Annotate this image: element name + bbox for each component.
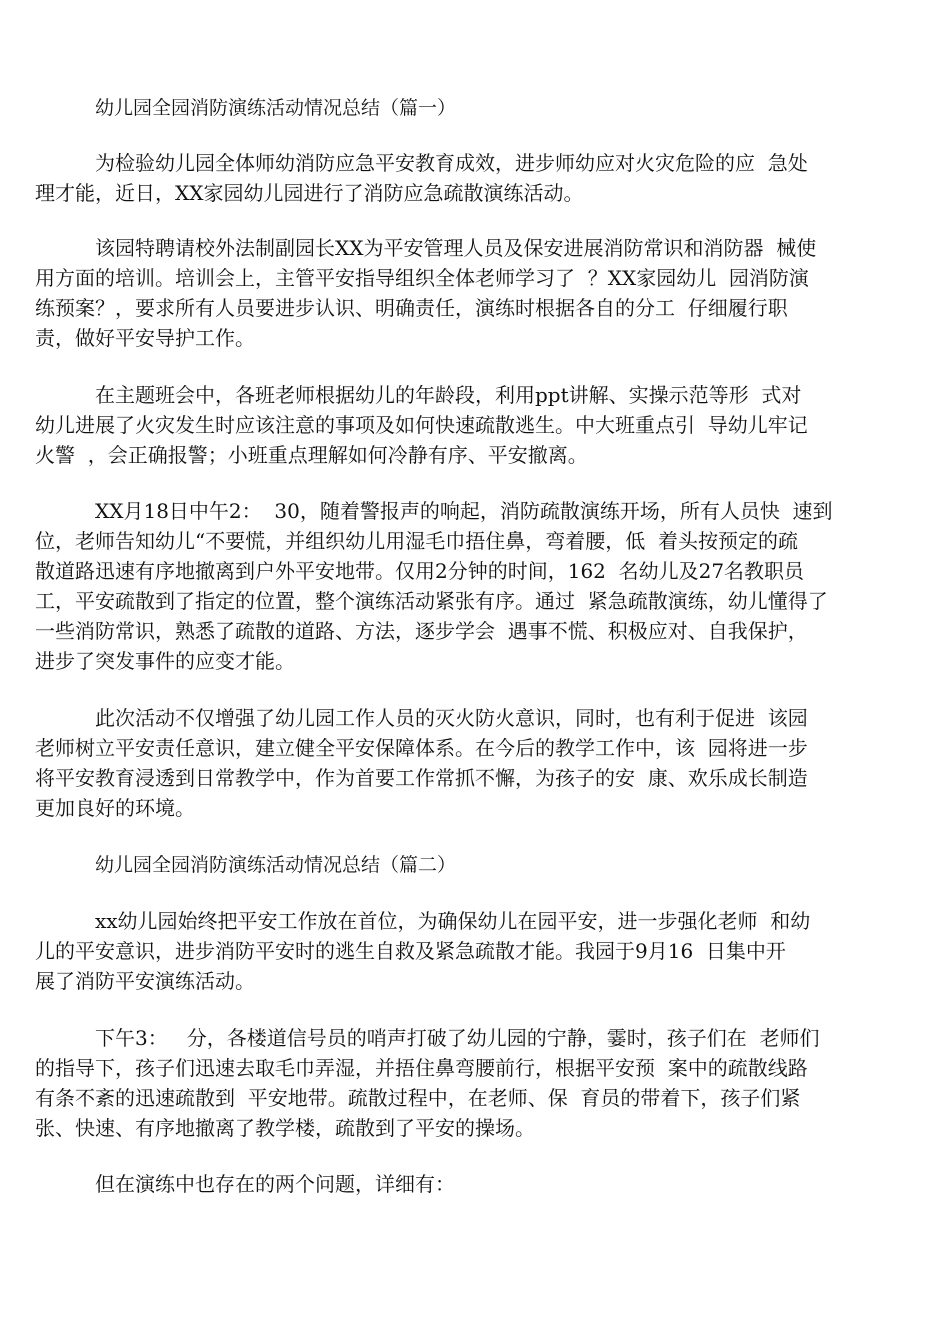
paragraph-8-line-1: 但在演练中也存在的两个问题，详细有： [95, 1172, 455, 1196]
paragraph-4-line-6: 进步了突发事件的应变才能。 [35, 649, 295, 673]
paragraph-5-line-4: 更加良好的环境。 [35, 796, 195, 820]
paragraph-7-line-1: 下午3： 分，各楼道信号员的哨声打破了幼儿园的宁静，霎时，孩子们在 老师们 [95, 1026, 820, 1050]
paragraph-5-line-1: 此次活动不仅增强了幼儿园工作人员的灭火防火意识，同时，也有利于促进 该园 [95, 706, 808, 730]
section-heading-2: 幼儿园全园消防演练活动情况总结（篇二） [95, 854, 457, 876]
paragraph-3-line-2: 幼儿进展了火灾发生时应该注意的事项及如何快速疏散逃生。中大班重点引 导幼儿牢记 [35, 413, 808, 437]
section-heading-1: 幼儿园全园消防演练活动情况总结（篇一） [95, 97, 457, 119]
paragraph-7-line-3: 有条不紊的迅速疏散到 平安地带。疏散过程中，在老师、保 育员的带着下，孩子们紧 [35, 1086, 801, 1110]
paragraph-2-line-3: 练预案？，要求所有人员要进步认识、明确责任，演练时根据各自的分工 仔细履行职 [35, 296, 788, 320]
paragraph-6-line-1: xx幼儿园始终把平安工作放在首位，为确保幼儿在园平安，进一步强化老师 和幼 [95, 909, 811, 933]
paragraph-7-line-4: 张、快速、有序地撤离了教学楼，疏散到了平安的操场。 [35, 1116, 535, 1140]
paragraph-2-line-4: 责，做好平安导护工作。 [35, 326, 255, 350]
paragraph-2-line-1: 该园特聘请校外法制副园长XX为平安管理人员及保安进展消防常识和消防器 械使 [95, 236, 817, 260]
paragraph-4-line-4: 工，平安疏散到了指定的位置，整个演练活动紧张有序。通过 紧急疏散演练，幼儿懂得了 [35, 589, 828, 613]
paragraph-4-line-3: 散道路迅速有序地撤离到户外平安地带。仅用2分钟的时间，162 名幼儿及27名教职员 [35, 559, 805, 583]
paragraph-6-line-2: 儿的平安意识，进步消防平安时的逃生自救及紧急疏散才能。我园于9月16 日集中开 [35, 939, 786, 963]
paragraph-1-line-2: 理才能，近日，XX家园幼儿园进行了消防应急疏散演练活动。 [35, 181, 584, 205]
paragraph-5-line-2: 老师树立平安责任意识，建立健全平安保障体系。在今后的教学工作中，该 园将进一步 [35, 736, 808, 760]
paragraph-4-line-5: 一些消防常识，熟悉了疏散的道路、方法，逐步学会 遇事不慌、积极应对、自我保护， [35, 619, 808, 643]
paragraph-3-line-1: 在主题班会中，各班老师根据幼儿的年龄段，利用ppt讲解、实操示范等形 式对 [95, 383, 802, 407]
paragraph-2-line-2: 用方面的培训。培训会上，主管平安指导组织全体老师学习了 ？XX家园幼儿 园消防演 [35, 266, 809, 290]
paragraph-6-line-3: 展了消防平安演练活动。 [35, 969, 255, 993]
paragraph-4-line-2: 位，老师告知幼儿“不要慌，并组织幼儿用湿毛巾捂住鼻，弯着腰，低 着头按预定的疏 [35, 529, 798, 553]
paragraph-4-line-1: XX月18日中午2： 30，随着警报声的响起，消防疏散演练开场，所有人员快 速到 [95, 499, 833, 523]
paragraph-7-line-2: 的指导下，孩子们迅速去取毛巾弄湿，并捂住鼻弯腰前行，根据平安预 案中的疏散线路 [35, 1056, 808, 1080]
paragraph-5-line-3: 将平安教育浸透到日常教学中，作为首要工作常抓不懈，为孩子的安 康、欢乐成长制造 [35, 766, 808, 790]
paragraph-3-line-3: 火警 ，会正确报警；小班重点理解如何冷静有序、平安撤离。 [35, 443, 588, 467]
paragraph-1-line-1: 为检验幼儿园全体师幼消防应急平安教育成效，进步师幼应对火灾危险的应 急处 [95, 151, 808, 175]
